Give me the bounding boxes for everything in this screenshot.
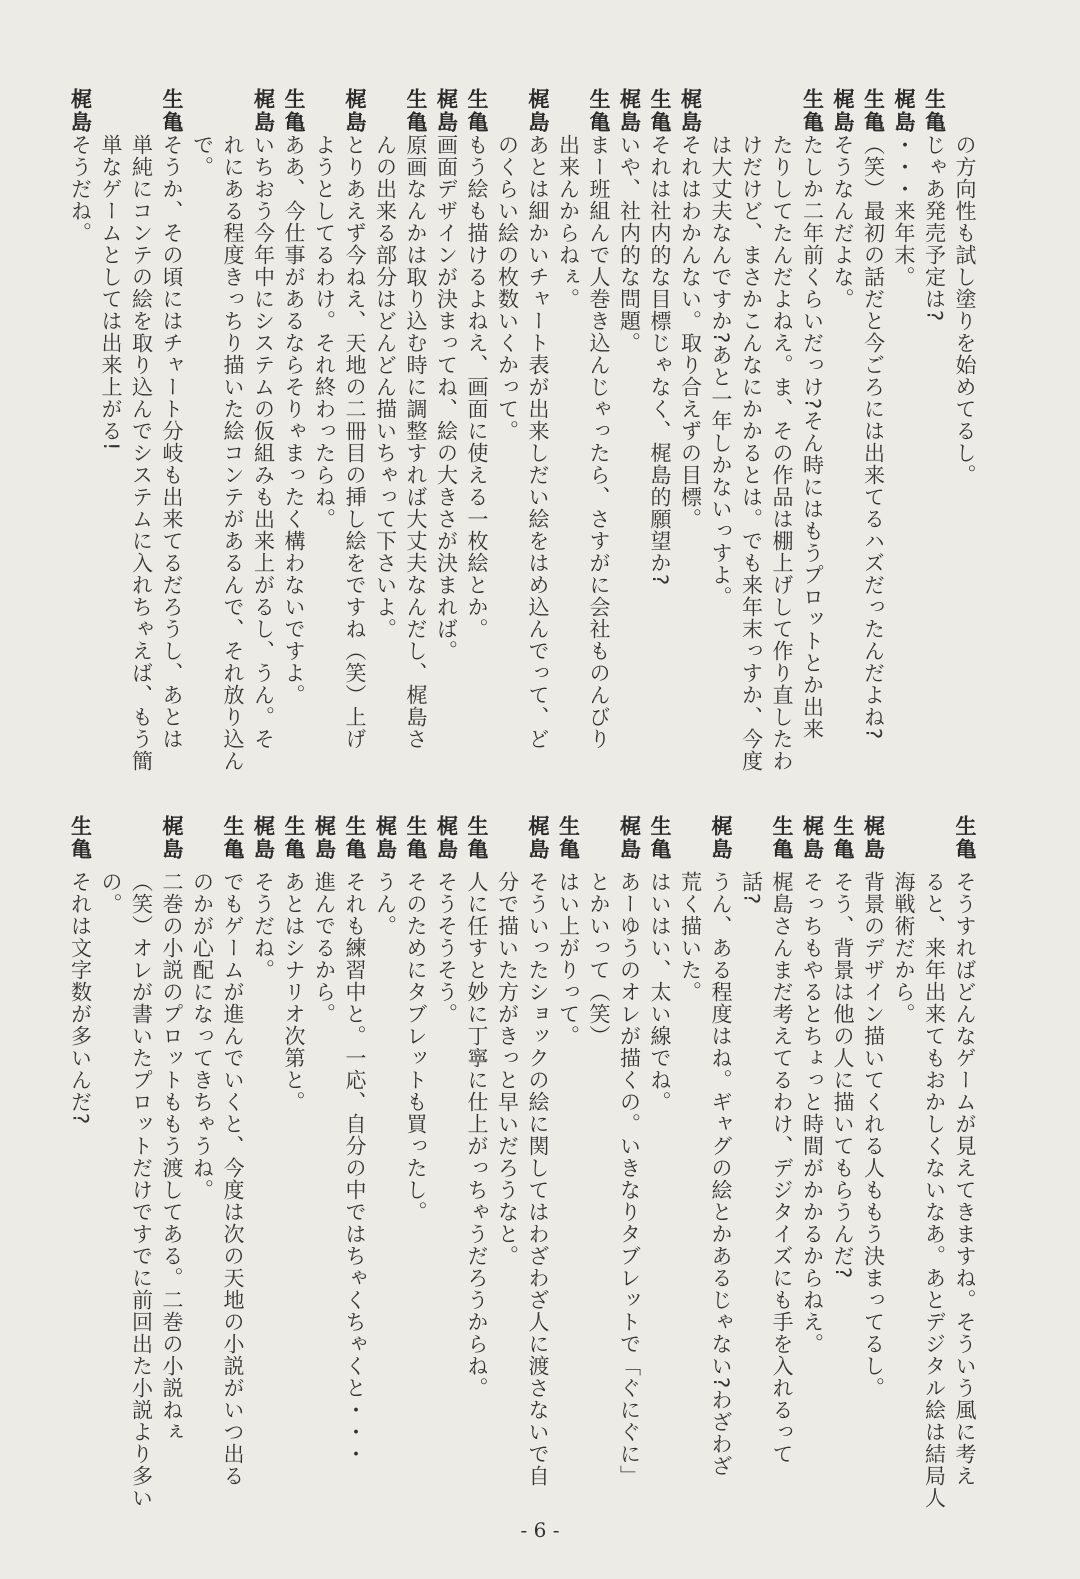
speaker-label: 生亀: [953, 815, 977, 861]
dialogue-text: うん。: [373, 871, 398, 937]
dialogue-text: それは文字数が多いんだ?: [68, 871, 93, 1126]
dialogue-text: あとはシナリオ次第と。: [282, 871, 306, 1113]
dialogue-text: ああ、今仕事があるならそりゃまったく構わないですよ。: [282, 134, 306, 706]
dialogue-text: の。: [99, 871, 123, 915]
speaker-label: 生亀: [68, 815, 93, 861]
dialogue-text: 原画なんかは取り込む時に調整すれば大丈夫なんだし、梶島さ: [404, 134, 428, 750]
dialogue-text: そうそうそう。: [434, 871, 459, 1025]
dialogue-column: [675, 88, 706, 530]
speaker-label: 生亀: [282, 88, 306, 134]
dialogue-text: それも練習中と。一応、自分の中ではちゃくちゃくと・・・: [343, 871, 367, 1465]
dialogue-text: んの出来る部分はどんどん描いちゃって下さいよ。: [373, 134, 398, 640]
dialogue-text: はいはい、太い線でね。: [648, 871, 672, 1113]
speaker-label: 生亀: [343, 815, 367, 861]
dialogue-text: は大丈夫なんですか?あと一年しかないっすよ。: [709, 134, 733, 609]
dialogue-column: [767, 815, 798, 1465]
dialogue-text: 背景のデザイン描いてくれる人ももう決まってるし。: [861, 871, 886, 1399]
speaker-label: 梶島: [526, 88, 550, 134]
speaker-label: 梶島: [617, 815, 642, 861]
dialogue-column: [858, 88, 889, 741]
dialogue-column: [96, 88, 127, 452]
dialogue-text: 梶島さんまだ考えてるわけ、デジタイズにも手を入れるって: [770, 871, 794, 1465]
speaker-label: 生亀: [770, 815, 794, 861]
dialogue-column: [218, 88, 249, 772]
dialogue-column: [157, 88, 188, 750]
dialogue-column: [736, 88, 767, 772]
speaker-label: 生亀: [404, 88, 428, 134]
speaker-label: 梶島: [343, 88, 367, 134]
dialogue-column: [309, 815, 340, 1025]
dialogue-text: そういったショックの絵に関してはわざわざ人に渡さないで自: [526, 871, 550, 1487]
dialogue-text: ると、来年出来てもおかしくないなあ。あとデジタル絵は結局人: [922, 871, 947, 1509]
dialogue-text: そうなんだよな。: [831, 134, 855, 310]
dialogue-column: [248, 815, 279, 981]
dialogue-column: [828, 815, 859, 1280]
speaker-label: 生亀: [648, 815, 672, 861]
dialogue-text: （笑）オレが書いたプロットだけですでに前回出た小説より多い: [129, 871, 154, 1509]
dialogue-text: そうか、その頃にはチャート分岐も出来てるだろうし、あとは: [160, 134, 184, 750]
dialogue-text: たしか二年前くらいだっけ?そん時にはもうプロットとか出来: [800, 134, 825, 741]
speaker-label: 生亀: [404, 815, 428, 861]
dialogue-column: [950, 815, 981, 1487]
dialogue-text: そうだね。: [251, 871, 276, 981]
dialogue-text: とりあえず今ねえ、天地の二冊目の挿し絵をですね（笑）上げ: [343, 134, 367, 750]
dialogue-column: [584, 88, 615, 750]
dialogue-text: の方向性も試し塗りを始めてるし。: [953, 134, 977, 486]
dialogue-column: [340, 815, 371, 1465]
dialogue-text: もう絵も描けるよねえ、画面に使える一枚絵とか。: [465, 134, 489, 640]
dialogue-column: [919, 88, 950, 323]
dialogue-text: ようとしてるわけ。それ終わったらね。: [312, 134, 337, 530]
dialogue-text: のくらい絵の枚数いくかって。: [495, 134, 520, 442]
speaker-label: 梶島: [434, 88, 459, 134]
speaker-label: 生亀: [800, 88, 825, 134]
speaker-label: 生亀: [648, 88, 672, 134]
dialogue-column: [370, 88, 401, 640]
dialogue-text: それは社内的な目標じゃなく、梶島的願望か?: [648, 134, 672, 587]
speaker-label: 梶島: [373, 815, 398, 861]
speaker-label: 生亀: [221, 815, 245, 861]
dialogue-column: [462, 815, 493, 1399]
dialogue-column: [797, 88, 828, 741]
dialogue-column: [950, 88, 981, 486]
dialogue-column: [126, 88, 157, 772]
dialogue-column: [797, 815, 828, 1355]
dialogue-text: 話?: [739, 871, 764, 906]
speaker-label: 梶島: [68, 88, 93, 134]
dialogue-column: [614, 815, 645, 1487]
dialogue-text: まー班組んで人巻き込んじゃったら、さすがに会社ものんびり: [587, 134, 611, 750]
speaker-label: 生亀: [282, 815, 306, 861]
speaker-label: 梶島: [251, 88, 276, 134]
dialogue-text: 分で描いた方がきっと早いだろうなと。: [495, 871, 520, 1267]
dialogue-text: でもゲームが進んでいくと、今度は次の天地の小説がいつ出る: [221, 871, 245, 1487]
dialogue-text: いや、社内的な問題。: [617, 134, 642, 354]
speaker-label: 生亀: [831, 815, 855, 861]
dialogue-text: れにある程度きっちり描いた絵コンテがあるんで、それ放り込ん: [221, 134, 245, 772]
speaker-label: 生亀: [556, 815, 581, 861]
speaker-label: 梶島: [312, 815, 337, 861]
dialogue-text: とかいって（笑）: [587, 871, 611, 1047]
dialogue-text: のかが心配になってきちゃうね。: [190, 871, 215, 1201]
dialogue-column: [462, 88, 493, 640]
dialogue-column: [706, 88, 737, 609]
dialogue-column: [736, 815, 767, 906]
dialogue-column: [523, 815, 554, 1487]
dialogue-text: たりしてたんだよねえ。ま、その作品は棚上げして作り直したわ: [770, 134, 794, 772]
dialogue-column: [889, 88, 920, 288]
dialogue-column: [65, 815, 96, 1126]
dialogue-column: [401, 88, 432, 750]
speaker-label: 梶島: [709, 815, 733, 861]
speaker-label: 梶島: [434, 815, 459, 861]
dialogue-text: じゃあ発売予定は?: [922, 134, 947, 323]
speaker-label: 生亀: [160, 88, 184, 134]
dialogue-column: [187, 88, 218, 178]
speaker-label: 生亀: [465, 815, 489, 861]
dialogue-column: [706, 815, 737, 1478]
dialogue-text: それはわかんない。取り合えずの目標。: [678, 134, 703, 530]
dialogue-column: [675, 815, 706, 1003]
dialogue-column: [523, 88, 554, 750]
dialogue-column: [553, 88, 584, 310]
speaker-label: 梶島: [526, 815, 550, 861]
dialogue-text: そのためにタブレットも買ったし。: [404, 871, 428, 1223]
speaker-label: 梶島: [861, 815, 886, 861]
speaker-label: 生亀: [587, 88, 611, 134]
dialogue-text: 出来んからねぇ。: [556, 134, 581, 310]
upper-dialogue-block: [65, 88, 980, 772]
dialogue-column: [401, 815, 432, 1223]
dialogue-column: [919, 815, 950, 1509]
speaker-label: 生亀: [922, 88, 947, 134]
dialogue-text: あーゆうのオレが描くの。いきなりタブレットで「ぐにぐに」: [617, 871, 642, 1487]
dialogue-text: うん、ある程度はね。ギャグの絵とかあるじゃない?わざわざ: [709, 871, 733, 1478]
dialogue-text: 二巻の小説のプロットももう渡してある。二巻の小説ねぇ: [160, 871, 184, 1443]
dialogue-column: [858, 815, 889, 1399]
speaker-label: 梶島: [831, 88, 855, 134]
dialogue-column: [431, 815, 462, 1025]
dialogue-text: そう、背景は他の人に描いてもらうんだ?: [831, 871, 855, 1280]
dialogue-text: 進んでるから。: [312, 871, 337, 1025]
dialogue-text: あとは細かいチャート表が出来しだい絵をはめ込んでって、ど: [526, 134, 550, 750]
dialogue-text: 人に任すと妙に丁寧に仕上がっちゃうだろうからね。: [465, 871, 489, 1399]
dialogue-column: [65, 88, 96, 244]
dialogue-text: 単純にコンテの絵を取り込んでシステムに入れちゃえば、もう簡: [129, 134, 154, 772]
dialogue-column: [157, 815, 188, 1443]
dialogue-text: 荒く描いた。: [678, 871, 703, 1003]
dialogue-column: [279, 815, 310, 1113]
dialogue-column: [126, 815, 157, 1509]
dialogue-column: [614, 88, 645, 354]
speaker-label: 梶島: [617, 88, 642, 134]
speaker-label: 生亀: [861, 88, 886, 134]
dialogue-column: [645, 88, 676, 587]
dialogue-text: （笑）最初の話だと今ごろには出来てるハズだったんだよね?: [861, 134, 886, 741]
dialogue-text: そうすればどんなゲームが見えてきますね。そういう風に考え: [953, 871, 977, 1487]
dialogue-column: [370, 815, 401, 937]
dialogue-text: いちおう今年中にシステムの仮組みも出来上がるし、うん。そ: [251, 134, 276, 750]
dialogue-column: [492, 88, 523, 442]
speaker-label: 梶島: [892, 88, 916, 134]
dialogue-column: [828, 88, 859, 310]
dialogue-column: [187, 815, 218, 1201]
dialogue-column: [767, 88, 798, 772]
dialogue-text: そっちもやるとちょっと時間がかかるからねえ。: [800, 871, 825, 1355]
lower-dialogue-block: [65, 815, 980, 1509]
page-number: - 6 -: [520, 1518, 560, 1542]
dialogue-text: はい上がりって。: [556, 871, 581, 1047]
dialogue-column: [584, 815, 615, 1047]
dialogue-column: [96, 815, 127, 915]
dialogue-column: [279, 88, 310, 706]
dialogue-text: で。: [190, 134, 215, 178]
speaker-label: 梶島: [160, 815, 184, 861]
speaker-label: 生亀: [465, 88, 489, 134]
dialogue-text: ・・・来年末。: [892, 134, 916, 288]
speaker-label: 梶島: [678, 88, 703, 134]
dialogue-text: そうだね。: [68, 134, 93, 244]
dialogue-column: [340, 88, 371, 750]
dialogue-column: [492, 815, 523, 1267]
dialogue-column: [248, 88, 279, 750]
dialogue-column: [218, 815, 249, 1487]
dialogue-column: [889, 815, 920, 1025]
dialogue-text: 単なゲームとしては出来上がる!: [99, 134, 123, 452]
dialogue-column: [553, 815, 584, 1047]
speaker-label: 梶島: [800, 815, 825, 861]
dialogue-text: けだけど、まさかこんなにかかるとは。でも来年末っすか、今度: [739, 134, 764, 772]
dialogue-text: 海戦術だから。: [892, 871, 916, 1025]
dialogue-column: [431, 88, 462, 662]
dialogue-column: [645, 815, 676, 1113]
speaker-label: 梶島: [251, 815, 276, 861]
dialogue-text: 画面デザインが決まってね、絵の大きさが決まれば。: [434, 134, 459, 662]
dialogue-column: [309, 88, 340, 530]
